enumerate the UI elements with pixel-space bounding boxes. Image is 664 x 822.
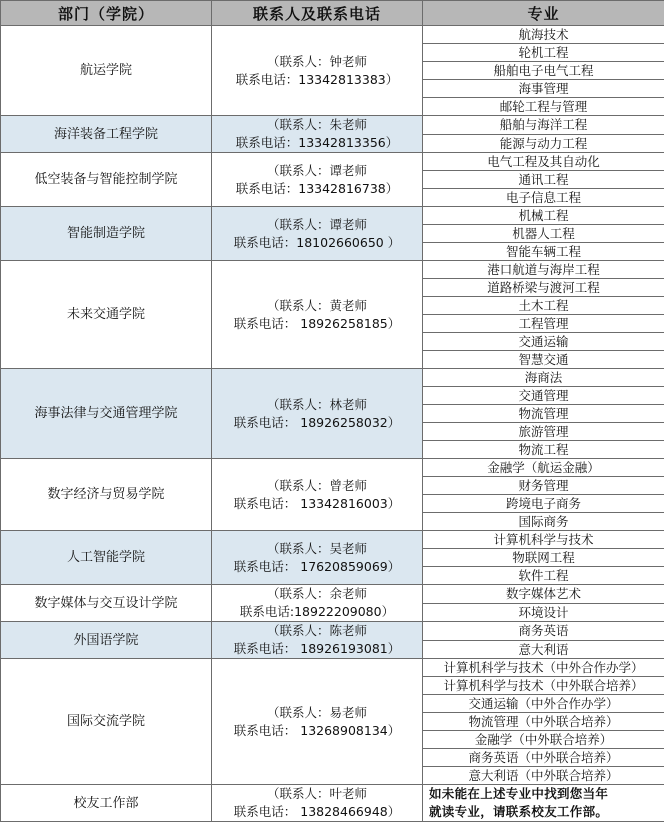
major-cell: 金融学（航运金融） (423, 459, 664, 477)
contact-phone: 联系电话： 18926258185） (212, 315, 422, 333)
contact-phone: 联系电话： 17620859069） (212, 558, 422, 576)
major-cell: 海商法 (423, 369, 664, 387)
college-name: 数字媒体与交互设计学院 (1, 585, 212, 622)
contact-cell (212, 26, 423, 116)
major-cell: 机械工程 (423, 207, 664, 225)
header-contact: 联系人及联系电话 (212, 1, 423, 26)
contact-phone: 联系电话： 13828466948） (212, 803, 422, 821)
major-cell: 旅游管理 (423, 423, 664, 441)
college-name: 未来交通学院 (1, 261, 212, 369)
table-row (1, 26, 664, 44)
major-cell: 意大利语 (423, 640, 664, 659)
alumni-note (423, 785, 664, 822)
contact-phone: 联系电话： 13268908134） (212, 722, 422, 740)
college-name: 低空装备与智能控制学院 (1, 153, 212, 207)
major-cell: 物流管理 (423, 405, 664, 423)
college-name: 国际交流学院 (1, 659, 212, 785)
major-cell: 土木工程 (423, 297, 664, 315)
major-cell: 港口航道与海岸工程 (423, 261, 664, 279)
contact-person: （联系人：余老师 (212, 585, 422, 603)
table-body (1, 26, 664, 822)
major-cell: 商务英语（中外联合培养） (423, 749, 664, 767)
major-cell: 环境设计 (423, 603, 664, 622)
college-name: 智能制造学院 (1, 207, 212, 261)
contact-person: （联系人：曾老师 (212, 477, 422, 495)
major-cell: 电子信息工程 (423, 189, 664, 207)
contact-person: （联系人：谭老师 (212, 216, 422, 234)
major-cell: 船舶与海洋工程 (423, 116, 664, 135)
contact-person: （联系人：易老师 (212, 704, 422, 722)
alumni-dept-name: 校友工作部 (1, 785, 212, 822)
major-cell: 交通运输（中外合作办学） (423, 695, 664, 713)
table-row (1, 116, 664, 135)
major-cell: 计算机科学与技术（中外联合培养） (423, 677, 664, 695)
major-cell: 轮机工程 (423, 44, 664, 62)
contact-phone: 联系电话： 18926258032） (212, 414, 422, 432)
college-name: 数字经济与贸易学院 (1, 459, 212, 531)
major-cell: 计算机科学与技术（中外合作办学） (423, 659, 664, 677)
major-cell: 智慧交通 (423, 351, 664, 369)
table-row (1, 622, 664, 641)
major-cell: 电气工程及其自动化 (423, 153, 664, 171)
college-name: 海洋装备工程学院 (1, 116, 212, 153)
alumni-row (1, 785, 664, 822)
major-cell: 软件工程 (423, 567, 664, 585)
contact-cell (212, 622, 423, 659)
note-line-1: 如未能在上述专业中找到您当年 (429, 785, 664, 803)
major-cell: 金融学（中外联合培养） (423, 731, 664, 749)
contact-phone: 联系电话:18922209080） (212, 603, 422, 621)
table-row (1, 659, 664, 677)
contact-cell (212, 207, 423, 261)
college-name: 航运学院 (1, 26, 212, 116)
major-cell: 物联网工程 (423, 549, 664, 567)
major-cell: 计算机科学与技术 (423, 531, 664, 549)
major-cell: 道路桥梁与渡河工程 (423, 279, 664, 297)
header-department: 部门（学院） (1, 1, 212, 26)
major-cell: 数字媒体艺术 (423, 585, 664, 604)
contact-cell (212, 459, 423, 531)
college-name: 外国语学院 (1, 622, 212, 659)
note-line-2: 就读专业，请联系校友工作部。 (429, 803, 664, 821)
major-cell: 财务管理 (423, 477, 664, 495)
major-cell: 物流工程 (423, 441, 664, 459)
major-cell: 商务英语 (423, 622, 664, 641)
major-cell: 通讯工程 (423, 171, 664, 189)
major-cell: 意大利语（中外联合培养） (423, 767, 664, 785)
table-row (1, 153, 664, 171)
contact-phone: 联系电话：18102660650 ） (212, 234, 422, 252)
contact-phone: 联系电话：13342813356） (212, 134, 422, 152)
contact-cell (212, 369, 423, 459)
college-name: 海事法律与交通管理学院 (1, 369, 212, 459)
header-major: 专业 (423, 1, 664, 26)
major-cell: 航海技术 (423, 26, 664, 44)
major-cell: 物流管理（中外联合培养） (423, 713, 664, 731)
header-row (1, 1, 664, 26)
table-row (1, 585, 664, 604)
major-cell: 交通运输 (423, 333, 664, 351)
contact-person: （联系人：吴老师 (212, 540, 422, 558)
major-cell: 工程管理 (423, 315, 664, 333)
contact-phone: 联系电话：13342816738） (212, 180, 422, 198)
college-name: 人工智能学院 (1, 531, 212, 585)
alumni-contact-cell (212, 785, 423, 822)
contact-cell (212, 659, 423, 785)
contact-cell (212, 116, 423, 153)
table-row (1, 459, 664, 477)
contact-cell (212, 531, 423, 585)
contact-person: （联系人：谭老师 (212, 162, 422, 180)
contact-person: （联系人：叶老师 (212, 785, 422, 803)
major-cell: 交通管理 (423, 387, 664, 405)
major-cell: 跨境电子商务 (423, 495, 664, 513)
major-cell: 能源与动力工程 (423, 134, 664, 153)
contact-person: （联系人：黄老师 (212, 297, 422, 315)
major-cell: 海事管理 (423, 80, 664, 98)
contact-person: （联系人：林老师 (212, 396, 422, 414)
major-cell: 智能车辆工程 (423, 243, 664, 261)
contact-phone: 联系电话： 13342816003） (212, 495, 422, 513)
major-cell: 邮轮工程与管理 (423, 98, 664, 116)
contact-person: （联系人：陈老师 (212, 622, 422, 640)
contact-phone: 联系电话： 18926193081） (212, 640, 422, 658)
contact-phone: 联系电话：13342813383） (212, 71, 422, 89)
table-row (1, 261, 664, 279)
major-cell: 国际商务 (423, 513, 664, 531)
contact-cell (212, 585, 423, 622)
table-row (1, 369, 664, 387)
major-cell: 机器人工程 (423, 225, 664, 243)
table-row (1, 207, 664, 225)
contact-cell (212, 261, 423, 369)
contact-person: （联系人：朱老师 (212, 116, 422, 134)
table-row (1, 531, 664, 549)
contact-cell (212, 153, 423, 207)
contact-person: （联系人：钟老师 (212, 53, 422, 71)
major-cell: 船舶电子电气工程 (423, 62, 664, 80)
